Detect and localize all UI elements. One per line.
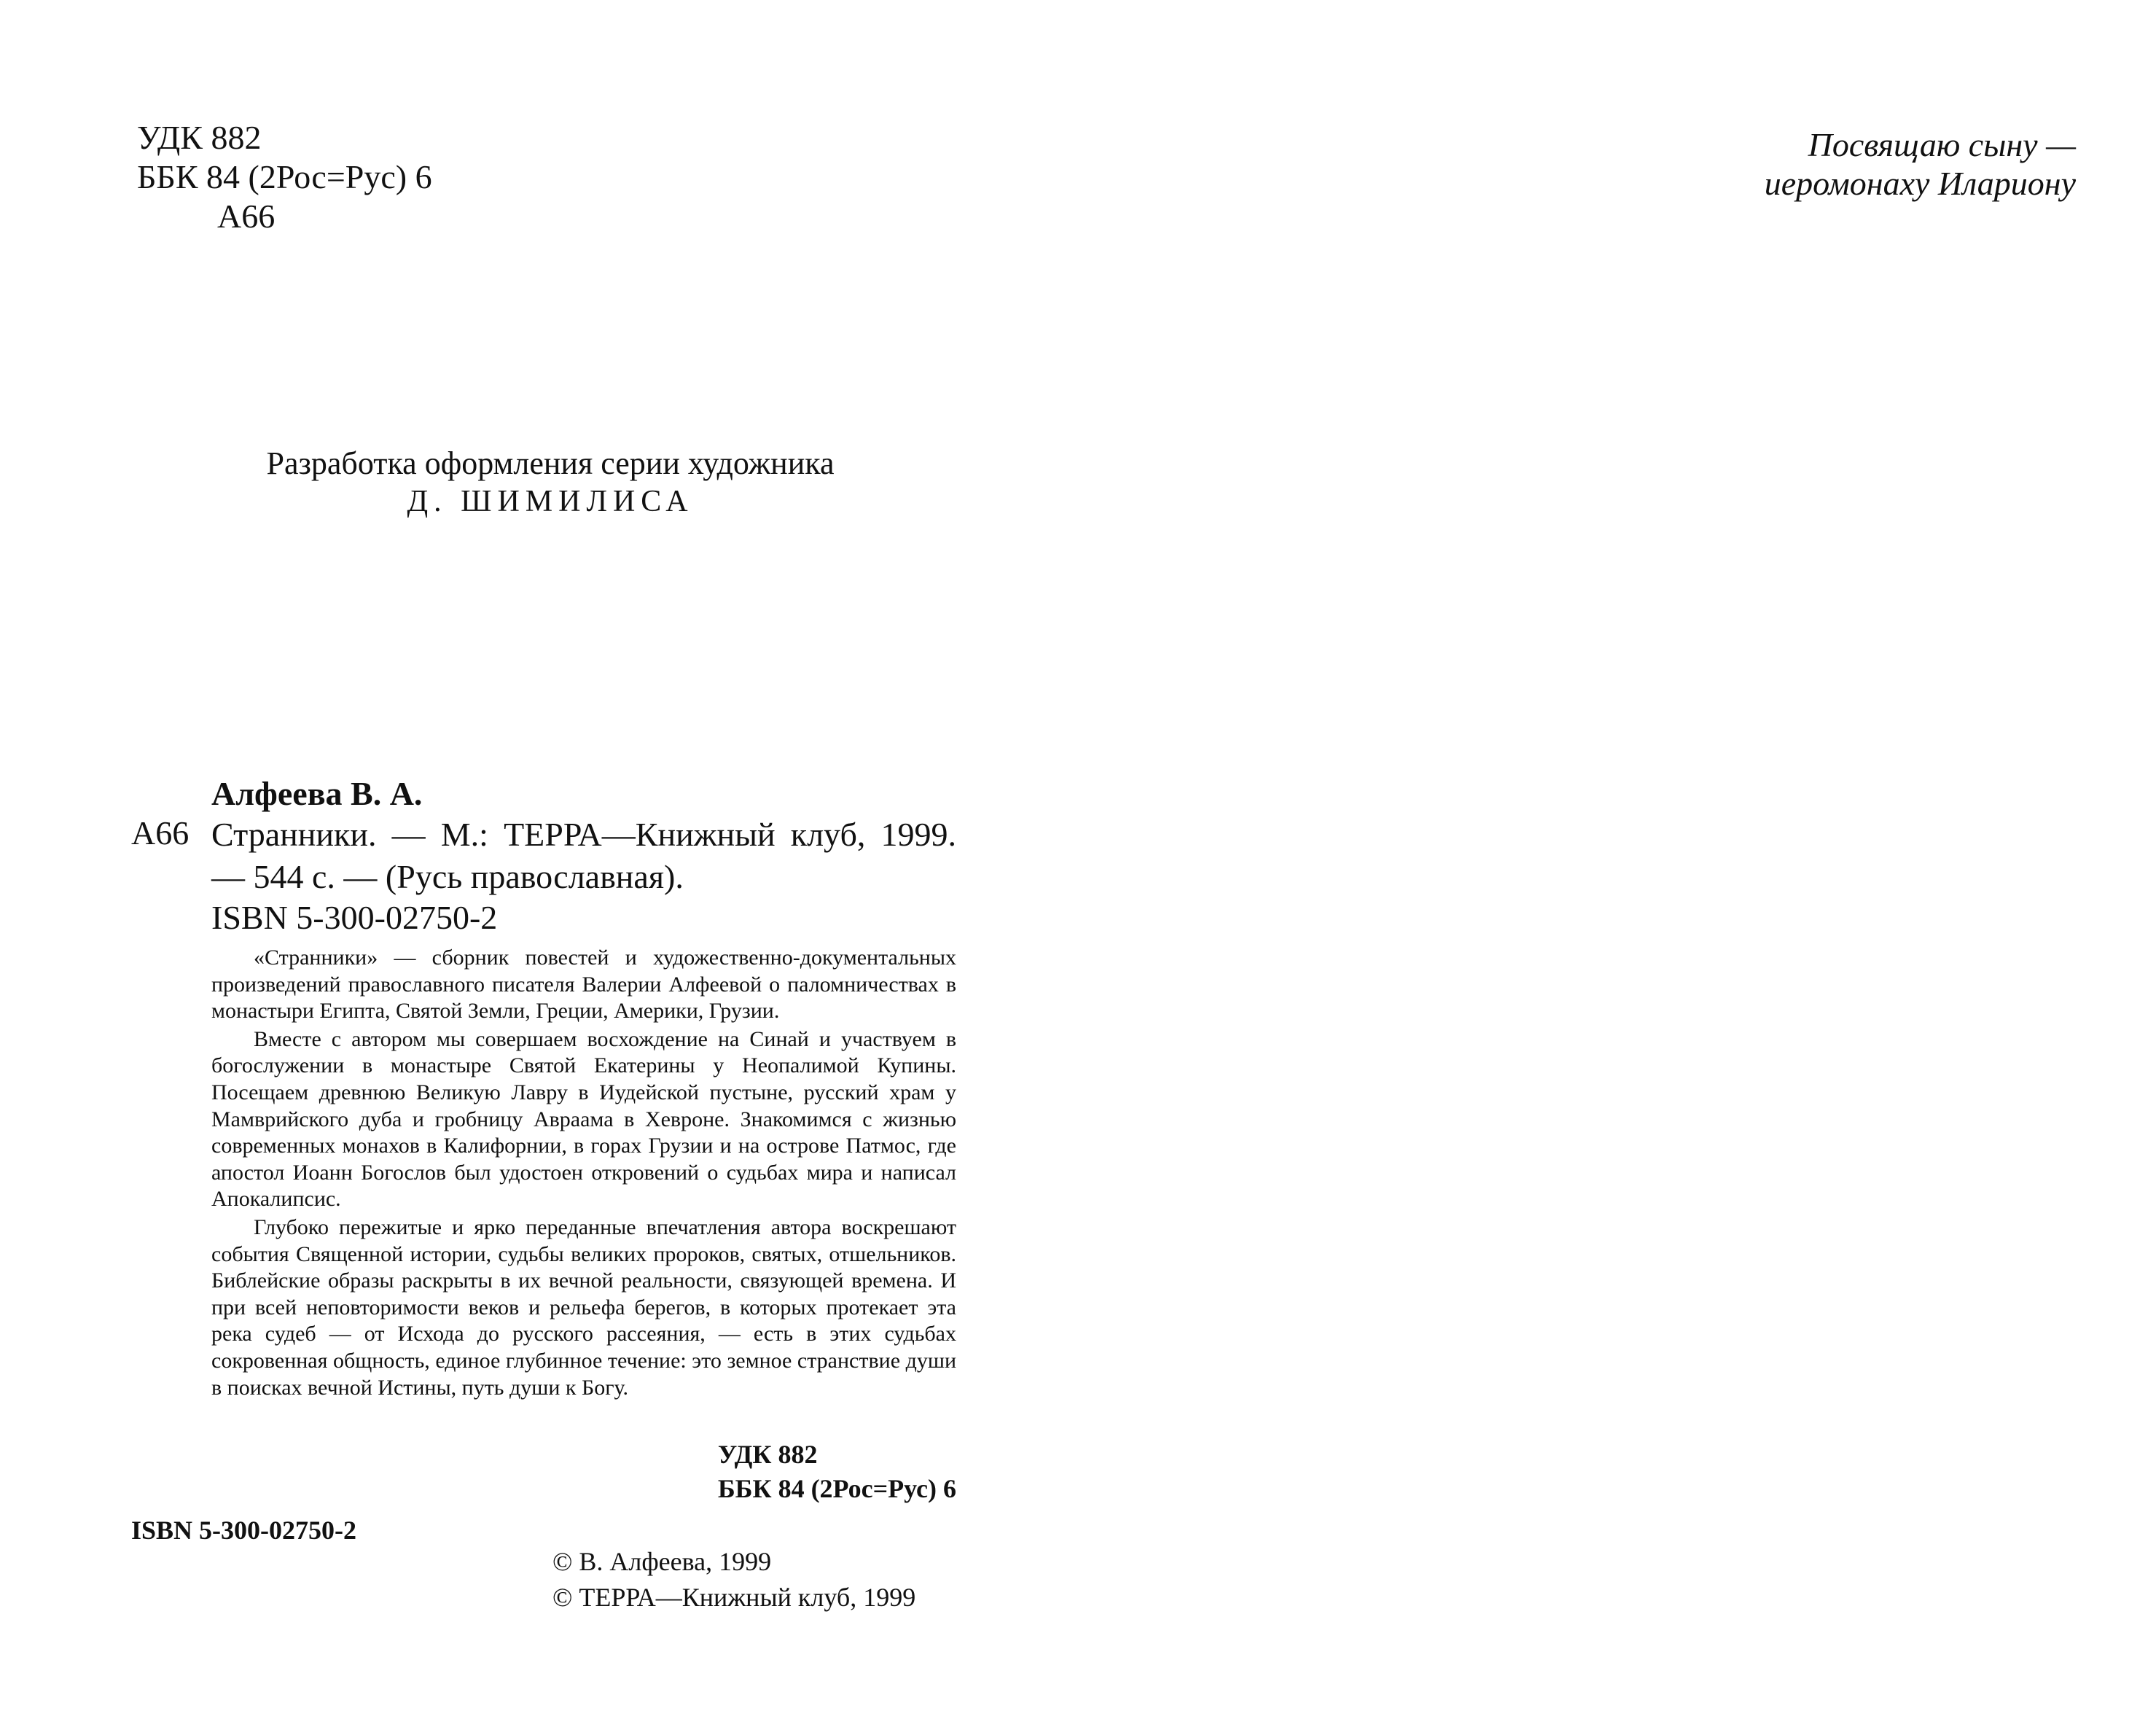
dedication <box>1765 125 2076 203</box>
classification-block <box>137 118 432 235</box>
dedication-line-2: иеромонаху Илариону <box>1764 165 2076 203</box>
bottom-bbk-code: ББК 84 (2Рос=Рус) 6 <box>717 1473 956 1503</box>
copyright-publisher: © ТЕРРА—Книжный клуб, 1999 <box>552 1582 916 1612</box>
designer-name: Д. ШИМИЛИСА <box>407 484 694 518</box>
annotation-paragraph: Вместе с автором мы совершаем восхождение на Синай и участвуем в богослужении в монастыре Святой Екатерины у Неопалимой Купины. Посещаем древнюю Великую Лавру в Иудейской пустыне, русский храм у Мамврийского дуба и гробницу Авраама в Хевроне. Знакомимся с жизнью современных монахов в Калифорнии, в горах Грузии и на острове Патмос, где апостол Иоанн Богослов был удостоен откровений о судьбах мира и написал Апокалипсис. <box>211 1026 956 1212</box>
annotation-paragraph: «Странники» — сборник повестей и художественно-документальных произведений православного писателя Валерии Алфеевой о паломничествах в монастыри Египта, Святой Земли, Греции, Америки, Грузии. <box>211 946 956 1024</box>
designer-credit <box>262 445 838 520</box>
bottom-udk-code: УДК 882 <box>717 1440 818 1469</box>
copyright-author: © В. Алфеева, 1999 <box>552 1547 772 1576</box>
bibliographic-code: А66 <box>131 814 190 851</box>
annotation <box>211 945 956 1403</box>
designer-credit-line: Разработка оформления серии художника <box>266 445 835 481</box>
bottom-classification <box>718 1438 956 1506</box>
copyright-block <box>552 1544 915 1615</box>
isbn-bottom: ISBN 5-300-02750-2 <box>131 1516 357 1545</box>
author-name: Алфеева В. А. <box>211 775 423 812</box>
bibliographic-entry: Странники. — М.: ТЕРРА—Книжный клуб, 1999. — 544 с. — (Русь православная). <box>211 816 956 896</box>
annotation-paragraph: Глубоко пережитые и ярко переданные впечатления автора воскрешают события Священной истории, судьбы великих пророков, святых, отшельников. Библейские образы раскрыты в их вечной реальности, связующей времена. И при всей неповторимости веков и рельефа берегов, в которых протекает эта река судеб — от Исхода до русского рассеяния, — есть в этих судьбах сокровенная общность, единое глубинное течение: это земное странствие души в поисках вечной Истины, путь души к Богу. <box>211 1215 956 1400</box>
udk-code: УДК 882 <box>137 119 262 156</box>
isbn: ISBN 5-300-02750-2 <box>211 899 498 936</box>
bbk-code: ББК 84 (2Рос=Рус) 6 <box>137 157 432 195</box>
dedication-line-1: Посвящаю сыну — <box>1808 126 2076 163</box>
author-mark: А66 <box>217 197 276 235</box>
